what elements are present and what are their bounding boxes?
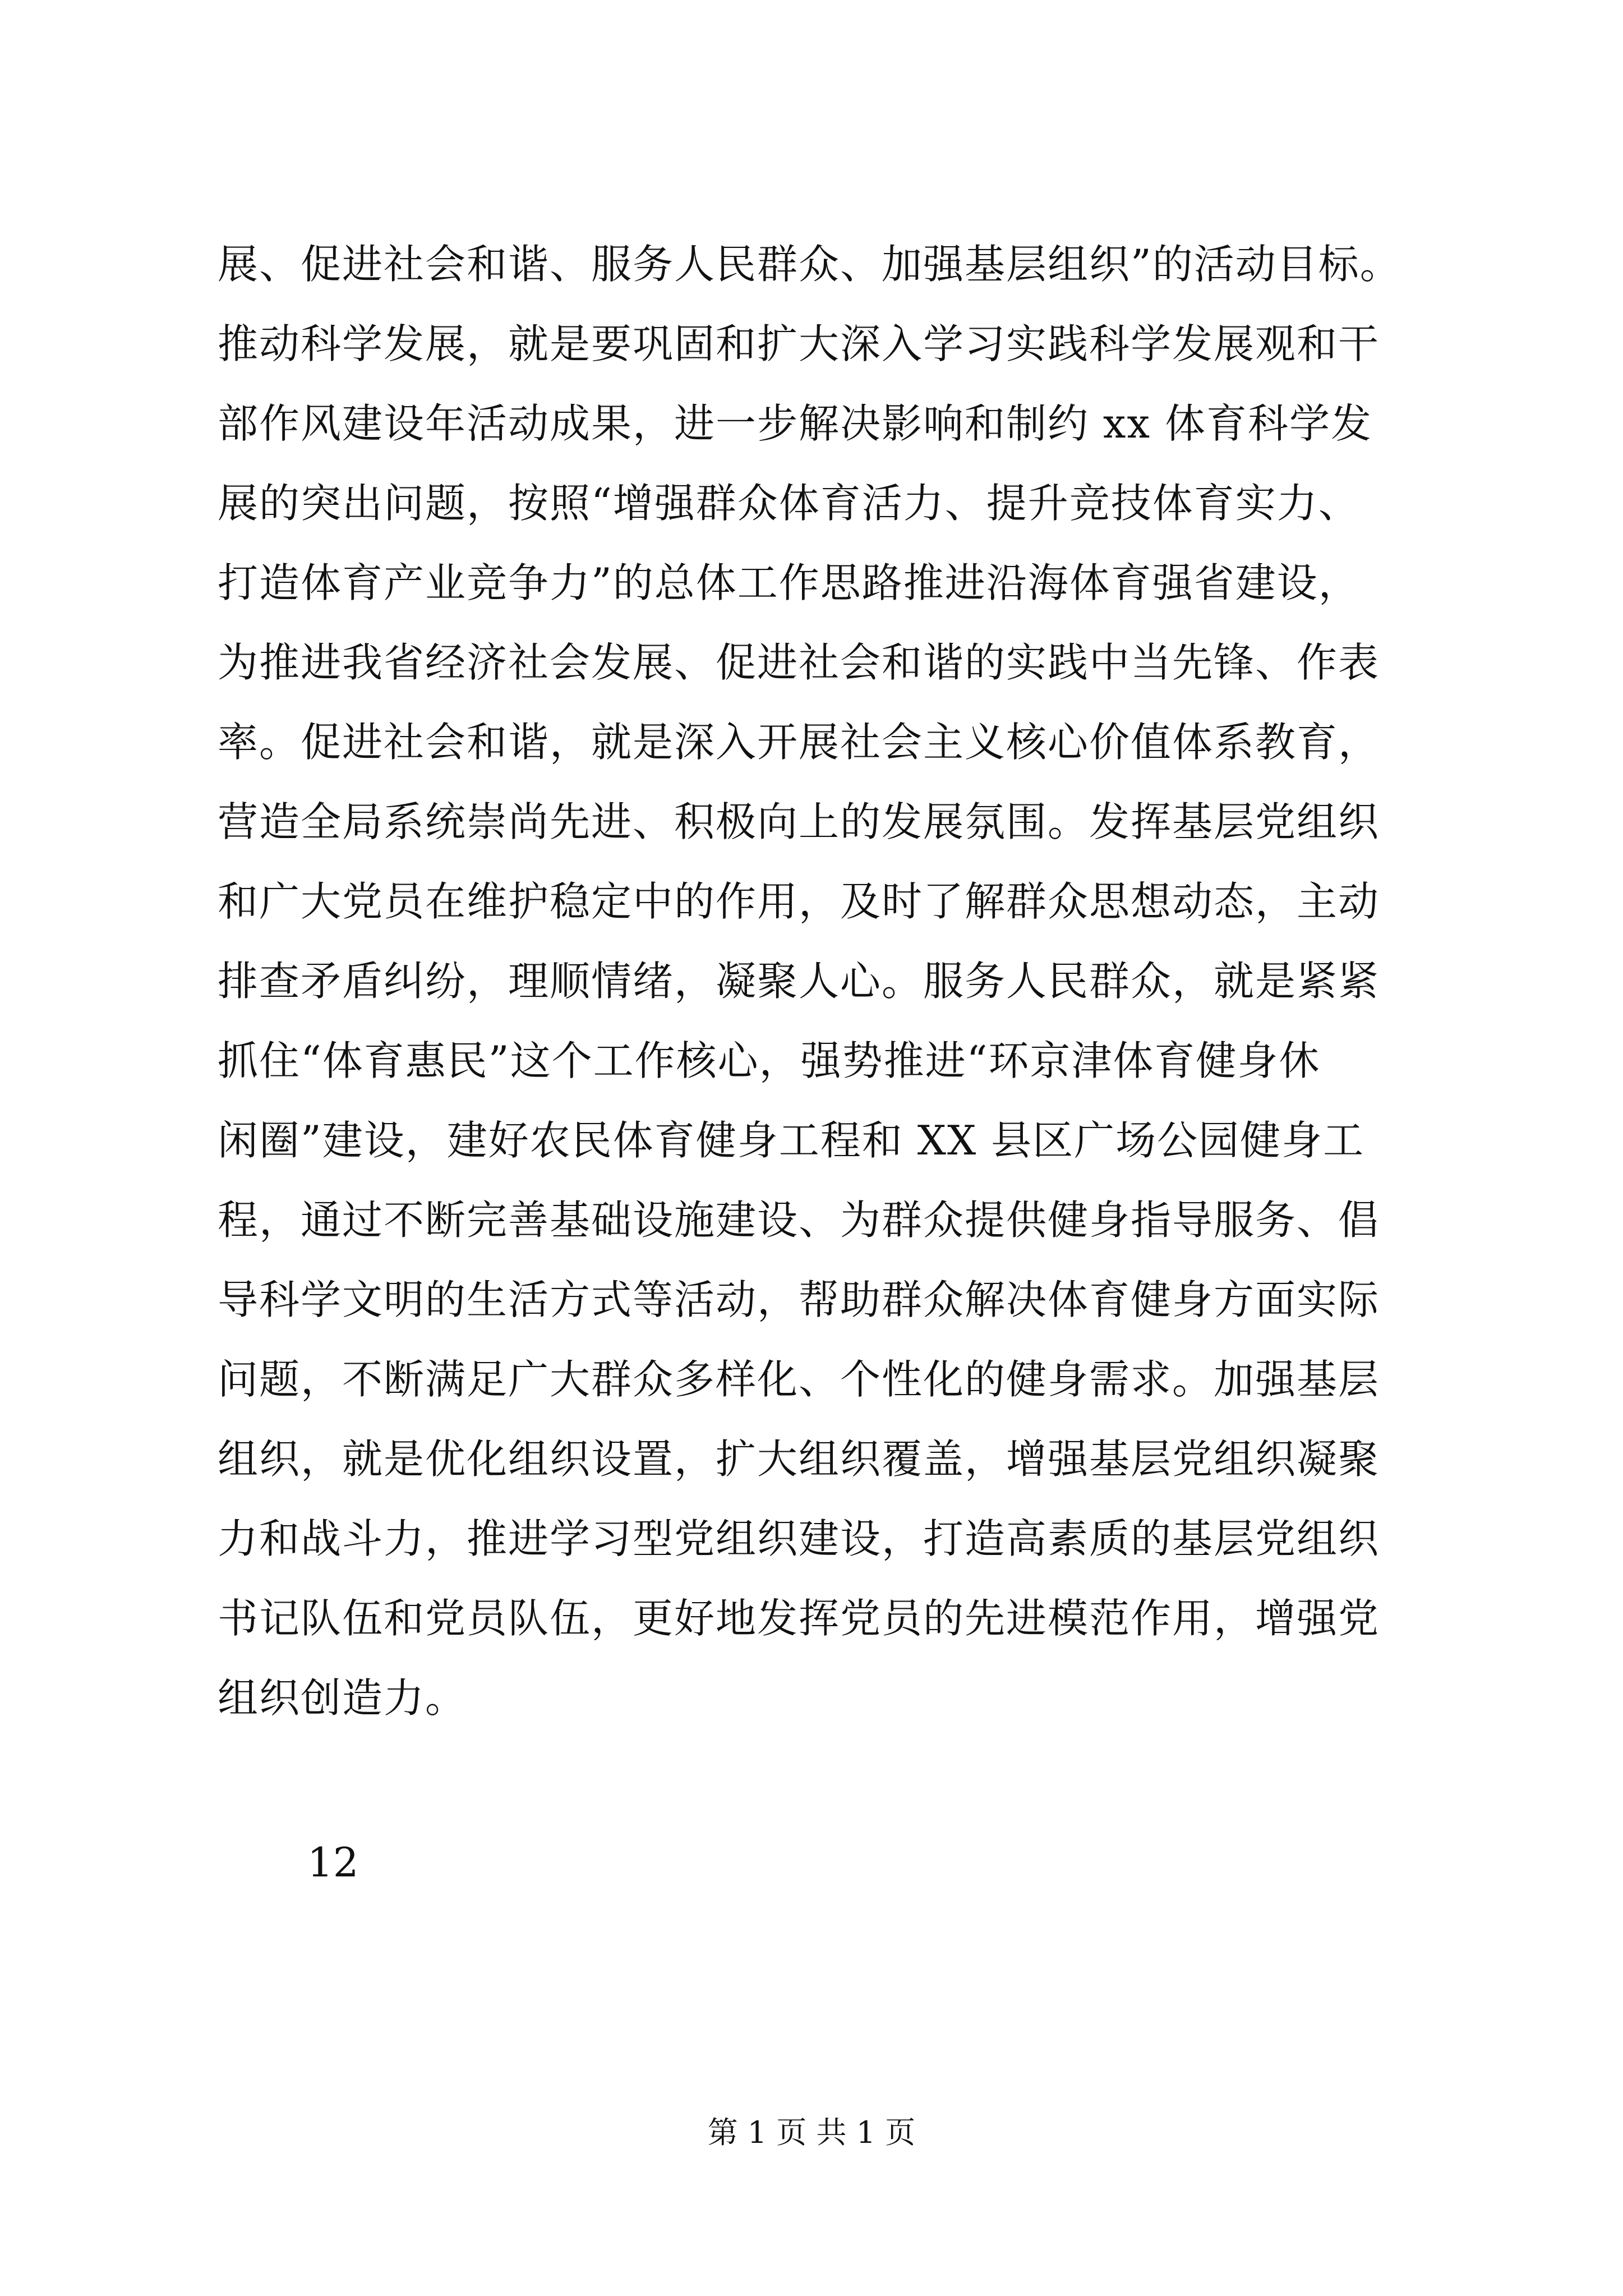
text-line: 营造全局系统崇尚先进、积极向上的发展氛围。发挥基层党组织 [218,798,1380,845]
text-line: 排查矛盾纠纷，理顺情绪，凝聚人心。服务人民群众，就是紧紧 [218,958,1380,1005]
text-line: 问题，不断满足广大群众多样化、个性化的健身需求。加强基层 [218,1356,1380,1403]
text-line: 展的突出问题，按照“增强群众体育活力、提升竞技体育实力、 [218,480,1360,527]
text-line: 组织创造力。 [218,1674,467,1722]
paragraph-number: 12 [307,1839,359,1886]
text-line: 导科学文明的生活方式等活动，帮助群众解决体育健身方面实际 [218,1276,1380,1323]
text-line: 程，通过不断完善基础设施建设、为群众提供健身指导服务、倡 [218,1197,1380,1244]
text-line: 推动科学发展，就是要巩固和扩大深入学习实践科学发展观和干 [218,320,1380,367]
text-line: 和广大党员在维护稳定中的作用，及时了解群众思想动态，主动 [218,878,1380,925]
body-text [218,224,1429,1738]
text-line: 组织，就是优化组织设置，扩大组织覆盖，增强基层党组织凝聚 [218,1435,1380,1483]
page-footer: 第 1 页 共 1 页 [707,2115,916,2150]
text-line: 力和战斗力，推进学习型党组织建设，打造高素质的基层党组织 [218,1515,1380,1562]
text-line: 书记队伍和党员队伍，更好地发挥党员的先进模范作用，增强党 [218,1595,1380,1642]
text-line: 为推进我省经济社会发展、促进社会和谐的实践中当先锋、作表 [218,639,1380,686]
text-line: 抓住“体育惠民”这个工作核心，强势推进“环京津体育健身休 [218,1037,1321,1084]
text-line: 打造体育产业竞争力”的总体工作思路推进沿海体育强省建设， [218,559,1360,606]
text-line: 展、促进社会和谐、服务人民群众、加强基层组织”的活动目标。 [218,241,1401,288]
text-line: 率。促进社会和谐，就是深入开展社会主义核心价值体系教育， [218,719,1380,766]
text-line: 部作风建设年活动成果，进一步解决影响和制约 xx 体育科学发 [218,400,1372,447]
text-line: 闲圈”建设，建好农民体育健身工程和 XX 县区广场公园健身工 [218,1117,1365,1164]
